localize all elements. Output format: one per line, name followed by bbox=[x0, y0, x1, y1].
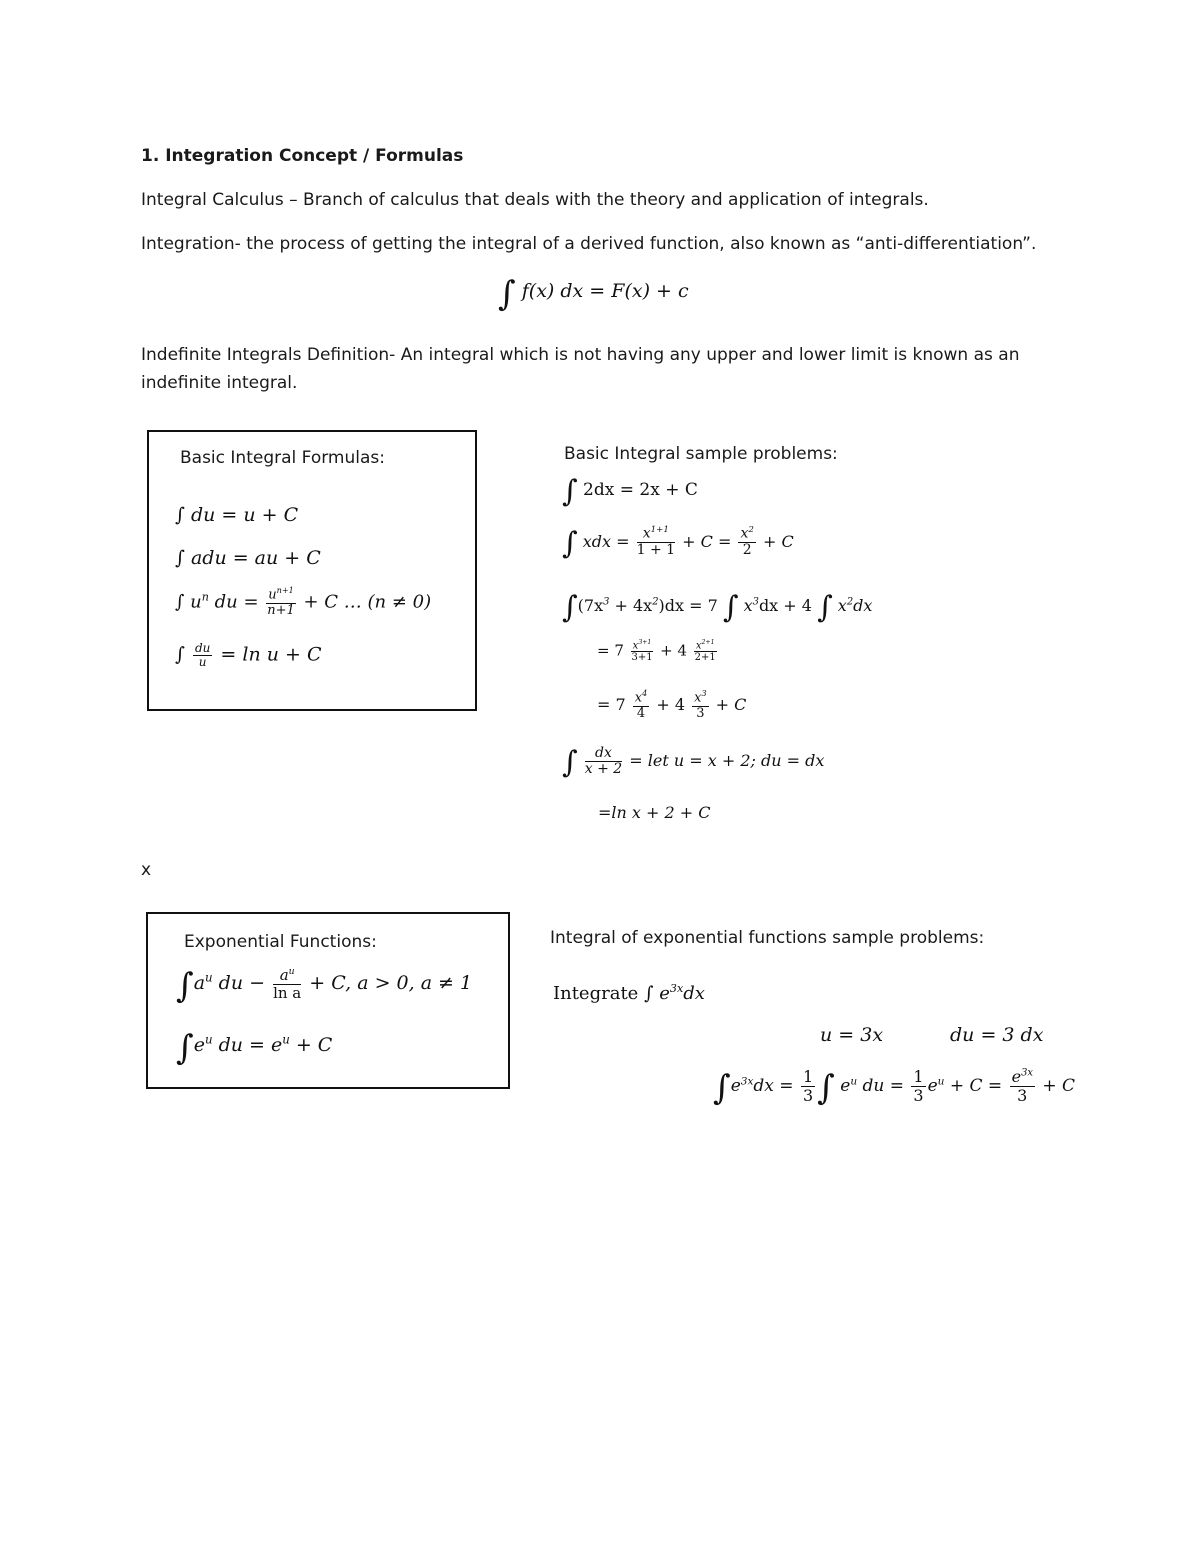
r-f: + C = bbox=[944, 1076, 1003, 1096]
s5-mid: + 4 bbox=[656, 694, 685, 714]
formula-du bbox=[175, 504, 298, 526]
sample-2-mid: + C = bbox=[682, 532, 732, 551]
s4-den1: 3+1 bbox=[631, 652, 653, 664]
s5-num2-exp: 3 bbox=[701, 689, 707, 698]
basic-formulas-title: Basic Integral Formulas: bbox=[180, 448, 385, 468]
s3-d-exp: 3 bbox=[752, 596, 759, 608]
exp-f2-b: du = e bbox=[212, 1034, 283, 1056]
r-a: e bbox=[730, 1076, 741, 1096]
r-frac-1 bbox=[801, 1068, 815, 1104]
basic-samples-title: Basic Integral sample problems: bbox=[564, 444, 838, 464]
r-num1: 1 bbox=[802, 1067, 814, 1087]
s5-frac-1 bbox=[633, 690, 649, 721]
s3-e: dx + 4 bbox=[758, 596, 812, 615]
power-frac-den: n+1 bbox=[267, 602, 295, 618]
s5-num1-exp: 4 bbox=[642, 689, 648, 698]
exp-f1-fraction bbox=[273, 967, 301, 1001]
s3-a-exp: 3 bbox=[603, 596, 610, 608]
s5-frac-2 bbox=[692, 690, 708, 721]
s5-pre: = 7 bbox=[597, 694, 626, 714]
s2-den2: 2 bbox=[742, 542, 752, 559]
s3-b-exp: 2 bbox=[652, 596, 659, 608]
sample-2 bbox=[562, 526, 794, 561]
paragraph-indefinite: Indefinite Integrals Definition- An integral which is not having any upper and lower limit is known as an indefinite integral. bbox=[141, 345, 1020, 393]
r-den2: 3 bbox=[913, 1086, 924, 1105]
main-formula bbox=[498, 274, 689, 314]
exp-f1-num: a bbox=[279, 966, 289, 984]
s2-num2-exp: 2 bbox=[748, 525, 754, 536]
s5-num1: x bbox=[634, 690, 643, 706]
r-num3: e bbox=[1011, 1067, 1022, 1087]
s4-num1: x bbox=[632, 640, 639, 652]
exp-f1-den: ln a bbox=[273, 983, 302, 1002]
exp-f1-a: a bbox=[193, 972, 206, 994]
r-den1: 3 bbox=[802, 1086, 814, 1105]
s4-num2: x bbox=[695, 640, 702, 652]
s4-mid: + 4 bbox=[660, 641, 688, 660]
r-a-exp: 3x bbox=[740, 1075, 754, 1088]
sample-2-frac-2 bbox=[738, 526, 755, 558]
r-post: + C bbox=[1042, 1076, 1076, 1096]
integral-sign-icon: ∫ bbox=[562, 474, 578, 509]
integral-sign-icon: ∫ bbox=[722, 590, 739, 625]
s4-num1-exp: 3+1 bbox=[638, 639, 652, 646]
s3-f: x bbox=[837, 596, 847, 615]
integral-sign-icon: ∫ bbox=[175, 504, 185, 526]
integral-sign-icon: ∫ bbox=[644, 983, 654, 1004]
integral-sign-icon: ∫ bbox=[562, 745, 578, 780]
exp-f1-a-exp: u bbox=[205, 970, 213, 985]
sample-5 bbox=[597, 690, 746, 721]
integral-sign-icon: ∫ bbox=[817, 590, 833, 625]
r-den3: 3 bbox=[1017, 1086, 1028, 1105]
r-num2: 1 bbox=[913, 1067, 924, 1087]
integrate-expr-exp: 3x bbox=[669, 982, 684, 995]
s4-pre: = 7 bbox=[597, 641, 624, 660]
exp-f1-b: du − bbox=[212, 972, 266, 994]
s4-num2-exp: 2+1 bbox=[701, 639, 715, 646]
page-title: 1. Integration Concept / Formulas bbox=[141, 146, 464, 166]
s3-d: x bbox=[743, 596, 753, 615]
s6-frac bbox=[585, 746, 622, 778]
r-frac-3 bbox=[1010, 1068, 1035, 1104]
r-frac-2 bbox=[911, 1068, 925, 1104]
integral-sign-icon: ∫ bbox=[713, 1068, 731, 1108]
exponential-box bbox=[146, 912, 510, 1089]
s3-g: dx bbox=[853, 596, 873, 615]
exp-f2-post: + C bbox=[289, 1034, 333, 1056]
s4-den2: 2+1 bbox=[694, 652, 716, 664]
log-post: = ln u + C bbox=[220, 643, 322, 666]
s4-frac-2 bbox=[694, 640, 717, 663]
s5-post: + C bbox=[715, 694, 747, 714]
s5-den2: 3 bbox=[696, 705, 705, 721]
sample-3 bbox=[562, 590, 872, 625]
sample-6 bbox=[562, 745, 824, 780]
log-fraction bbox=[193, 642, 212, 669]
integrate-label: Integrate bbox=[553, 983, 639, 1004]
exp-formula-1 bbox=[176, 966, 472, 1006]
r-num3-exp: 3x bbox=[1021, 1068, 1033, 1080]
exp-formula-2 bbox=[176, 1028, 332, 1068]
integral-sign-icon: ∫ bbox=[176, 966, 194, 1006]
integral-sign-icon: ∫ bbox=[498, 274, 516, 314]
s2-num1-exp: 1+1 bbox=[650, 525, 669, 536]
power-exponent: n bbox=[201, 590, 209, 604]
log-frac-den: u bbox=[198, 655, 207, 670]
power-fraction bbox=[266, 587, 295, 618]
sample-1-text: 2dx = 2x + C bbox=[583, 480, 698, 500]
integral-sign-icon: ∫ bbox=[562, 590, 578, 625]
formula-power-rule bbox=[175, 587, 431, 618]
integral-sign-icon: ∫ bbox=[176, 1028, 194, 1068]
integrate-line bbox=[553, 982, 705, 1004]
paragraph-integration: Integration- the process of getting the integral of a derived function, also known as “anti-differentiation”. bbox=[141, 234, 1037, 254]
s6-den: x + 2 bbox=[584, 761, 623, 777]
sample-7-text: =ln x + 2 + C bbox=[598, 803, 711, 822]
integral-sign-icon: ∫ bbox=[175, 643, 185, 666]
sample-2-post: + C bbox=[763, 532, 794, 551]
power-frac-num-exp: n+1 bbox=[276, 586, 294, 595]
power-mid: du = bbox=[214, 591, 259, 613]
log-frac-num: du bbox=[194, 641, 211, 655]
exp-f2-b-exp: u bbox=[282, 1032, 290, 1047]
sample-7 bbox=[598, 803, 711, 822]
du-definition: du = 3 dx bbox=[950, 1024, 1044, 1046]
power-post: + C … (n ≠ 0) bbox=[303, 591, 432, 613]
s4-frac-1 bbox=[631, 640, 654, 663]
main-formula-text: f(x) dx = F(x) + c bbox=[521, 280, 689, 302]
exp-f1-post: + C, a > 0, a ≠ 1 bbox=[309, 972, 473, 994]
r-e: e bbox=[927, 1076, 938, 1096]
r-e-exp: u bbox=[937, 1075, 945, 1088]
integrate-dx: dx bbox=[683, 983, 705, 1004]
power-base: u bbox=[190, 591, 202, 613]
formula-log bbox=[175, 642, 322, 669]
s5-num2: x bbox=[694, 690, 702, 706]
formula-du-text: du = u + C bbox=[190, 504, 299, 526]
s2-num1: x bbox=[642, 525, 651, 542]
paragraph-integral-calculus: Integral Calculus – Branch of calculus that deals with the theory and application of integrals. bbox=[141, 190, 929, 210]
integral-sign-icon: ∫ bbox=[175, 547, 185, 569]
r-b: dx = bbox=[753, 1076, 794, 1096]
stray-x-text: x bbox=[141, 860, 152, 880]
integral-sign-icon: ∫ bbox=[817, 1068, 835, 1108]
sample-2-pre: xdx = bbox=[582, 532, 630, 551]
formula-adu bbox=[175, 547, 321, 569]
s5-den1: 4 bbox=[636, 705, 646, 721]
integral-sign-icon: ∫ bbox=[175, 591, 185, 613]
r-c-exp: u bbox=[850, 1075, 858, 1088]
integrate-expr: e bbox=[659, 983, 670, 1004]
r-c: e bbox=[840, 1076, 851, 1096]
s2-den1: 1 + 1 bbox=[636, 542, 676, 559]
exp-result bbox=[713, 1068, 1075, 1108]
basic-formulas-box bbox=[147, 430, 477, 711]
exp-f1-num-exp: u bbox=[288, 966, 295, 977]
s6-num: dx bbox=[585, 746, 622, 762]
exponential-title: Exponential Functions: bbox=[184, 932, 377, 952]
r-d: du = bbox=[857, 1076, 905, 1096]
s3-b: + 4x bbox=[609, 596, 653, 615]
exp-f2-a: e bbox=[193, 1034, 205, 1056]
s6-post: = let u = x + 2; du = dx bbox=[629, 751, 825, 770]
s3-c: )dx = 7 bbox=[658, 596, 718, 615]
u-definition: u = 3x bbox=[820, 1024, 884, 1046]
exp-samples-title: Integral of exponential functions sample problems: bbox=[550, 928, 985, 948]
formula-adu-text: adu = au + C bbox=[190, 547, 321, 569]
sample-2-frac-1 bbox=[637, 526, 675, 558]
exp-f2-a-exp: u bbox=[204, 1032, 213, 1047]
s3-f-exp: 2 bbox=[846, 596, 854, 608]
s2-num2: x bbox=[740, 525, 749, 542]
integral-sign-icon: ∫ bbox=[562, 526, 578, 561]
sample-4 bbox=[597, 640, 719, 663]
s3-a: (7x bbox=[577, 596, 604, 615]
power-frac-num: u bbox=[268, 587, 277, 603]
sample-1 bbox=[562, 474, 698, 509]
